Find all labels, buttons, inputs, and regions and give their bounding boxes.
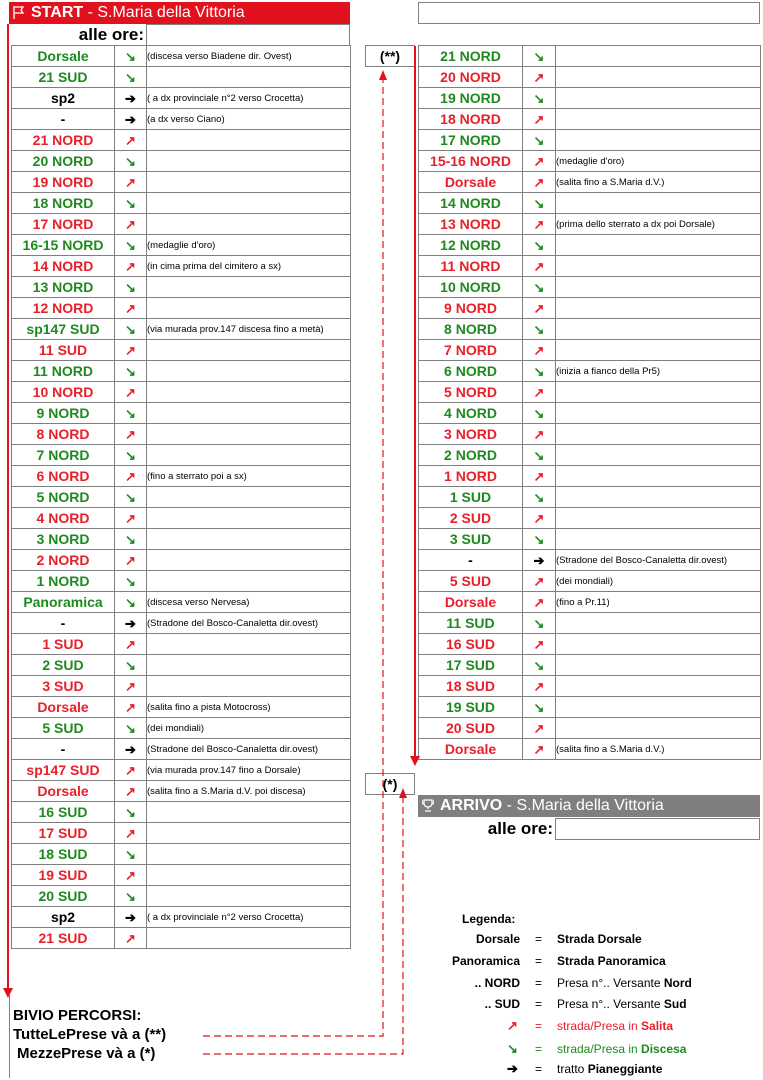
place-name: 21 SUD	[12, 67, 115, 88]
place-name: 12 NORD	[12, 298, 115, 319]
arrow-up-right-icon: ↗	[533, 175, 545, 190]
arrow-right-icon: ➔	[125, 742, 136, 757]
legend-arrow-right-icon: ➔	[507, 1061, 518, 1076]
marker-mezze-prese: (*)	[365, 773, 415, 795]
arrow-up-right-icon: ↗	[125, 469, 136, 484]
arrow-up-right-icon: ↗	[125, 763, 136, 778]
place-name: 21 SUD	[12, 928, 115, 949]
place-name: 18 NORD	[419, 109, 523, 130]
place-name: 21 NORD	[12, 130, 115, 151]
place-name: 7 NORD	[12, 445, 115, 466]
right-route-arrowhead	[410, 756, 420, 766]
start-place: S.Maria della Vittoria	[97, 4, 245, 21]
route-note: (discesa verso Biadene dir. Ovest)	[147, 46, 351, 67]
arrow-down-right-icon: ↘	[125, 322, 136, 337]
place-name: 20 SUD	[419, 718, 523, 739]
start-label: START	[31, 4, 84, 21]
arrow-up-right-icon: ↗	[125, 343, 136, 358]
arrow-up-right-icon: ↗	[125, 637, 136, 652]
place-name: Dorsale	[12, 46, 115, 67]
arrow-up-right-icon: ↗	[125, 175, 136, 190]
arrow-down-right-icon: ↘	[125, 49, 136, 64]
arrow-up-right-icon: ↗	[125, 931, 136, 946]
place-name: 14 NORD	[419, 193, 523, 214]
arrow-up-right-icon: ↗	[533, 112, 545, 127]
arrow-down-right-icon: ↘	[533, 196, 545, 211]
arrow-up-right-icon: ↗	[125, 784, 136, 799]
arrow-down-right-icon: ↘	[533, 532, 545, 547]
place-name: 2 SUD	[419, 508, 523, 529]
route-note: (dei mondiali)	[147, 718, 351, 739]
legend-sud-value: Presa n°.. Versante Sud	[557, 997, 687, 1011]
arrow-up-right-icon: ↗	[125, 301, 136, 316]
place-name: Panoramica	[12, 592, 115, 613]
route-note: (salita fino a S.Maria d.V.)	[556, 739, 761, 760]
legend-dorsale-value: Strada Dorsale	[557, 932, 642, 946]
legend-eq: =	[535, 1062, 543, 1076]
place-name: 9 NORD	[419, 298, 523, 319]
arrow-down-right-icon: ↘	[533, 280, 545, 295]
route-note: (fino a sterrato poi a sx)	[147, 466, 351, 487]
place-name: -	[419, 550, 523, 571]
legend-sud-key: .. SUD	[484, 997, 520, 1011]
place-name: 16 SUD	[419, 634, 523, 655]
arrow-up-right-icon: ↗	[533, 70, 545, 85]
arrow-down-right-icon: ↘	[533, 658, 545, 673]
route-note: (inizia a fianco della Pr5)	[556, 361, 761, 382]
arrow-down-right-icon: ↘	[533, 238, 545, 253]
place-name: 2 SUD	[12, 655, 115, 676]
arrow-down-right-icon: ↘	[125, 154, 136, 169]
place-name: 3 NORD	[12, 529, 115, 550]
arrow-up-right-icon: ↗	[533, 427, 545, 442]
dashed-line-all	[203, 80, 383, 1036]
legend-dorsale-key: Dorsale	[475, 932, 520, 946]
arrow-down-right-icon: ↘	[533, 700, 545, 715]
place-name: 1 NORD	[419, 466, 523, 487]
place-name: 20 NORD	[12, 151, 115, 172]
arrow-down-right-icon: ↘	[533, 406, 545, 421]
arrow-right-icon: ➔	[533, 553, 545, 568]
legend-arrow-up-right-icon: ↗	[507, 1018, 518, 1033]
legend-eq: =	[535, 954, 543, 968]
place-name: Dorsale	[12, 781, 115, 802]
arrow-down-right-icon: ↘	[125, 805, 136, 820]
arrow-up-right-icon: ↗	[533, 679, 545, 694]
place-name: 6 NORD	[12, 466, 115, 487]
place-name: 21 NORD	[419, 46, 523, 67]
place-name: 18 SUD	[419, 676, 523, 697]
place-name: 16 SUD	[12, 802, 115, 823]
legend-eq: =	[535, 997, 543, 1011]
arrow-up-right-icon: ↗	[125, 385, 136, 400]
route-note: (a dx verso Ciano)	[147, 109, 351, 130]
arrow-down-right-icon: ↘	[125, 658, 136, 673]
route-note: ( a dx provinciale n°2 verso Crocetta)	[147, 907, 351, 928]
route-note: (medaglie d'oro)	[556, 151, 761, 172]
start-header: START - S.Maria della Vittoria	[9, 2, 350, 24]
place-name: 3 SUD	[12, 676, 115, 697]
arrow-up-right-icon: ↗	[125, 511, 136, 526]
place-name: 4 NORD	[12, 508, 115, 529]
place-name: 18 SUD	[12, 844, 115, 865]
place-name: 19 NORD	[12, 172, 115, 193]
legend-discesa-value: strada/Presa in Discesa	[557, 1042, 687, 1056]
place-name: 1 SUD	[419, 487, 523, 508]
place-name: 11 NORD	[419, 256, 523, 277]
place-name: 11 SUD	[419, 613, 523, 634]
arrow-down-right-icon: ↘	[125, 364, 136, 379]
arrow-down-right-icon: ↘	[125, 532, 136, 547]
bivio-title: BIVIO PERCORSI:	[13, 1007, 142, 1024]
place-name: 12 NORD	[419, 235, 523, 256]
arrow-up-right-icon: ↗	[533, 385, 545, 400]
arrow-up-right-icon: ↗	[533, 301, 545, 316]
arrow-down-right-icon: ↘	[533, 133, 545, 148]
legend-salita-value: strada/Presa in Salita	[557, 1019, 674, 1033]
route-note: (discesa verso Nervesa)	[147, 592, 351, 613]
route-note: (salita fino a S.Maria d.V. poi discesa)	[147, 781, 351, 802]
place-name: 7 NORD	[419, 340, 523, 361]
legend-nord-value: Presa n°.. Versante Nord	[557, 976, 692, 990]
arrow-up-right-icon: ↗	[125, 217, 136, 232]
arrow-up-right-icon: ↗	[125, 679, 136, 694]
arrow-up-right-icon: ↗	[533, 637, 545, 652]
arrow-up-right-icon: ↗	[125, 700, 136, 715]
place-name: 20 NORD	[419, 67, 523, 88]
place-name: 19 NORD	[419, 88, 523, 109]
arrow-right-icon: ➔	[125, 112, 136, 127]
place-name: 17 NORD	[12, 214, 115, 235]
arrow-down-right-icon: ↘	[125, 490, 136, 505]
place-name: sp147 SUD	[12, 760, 115, 781]
arrow-down-right-icon: ↘	[533, 616, 545, 631]
arrow-down-right-icon: ↘	[125, 574, 136, 589]
arrow-down-right-icon: ↘	[125, 280, 136, 295]
arrow-up-right-icon: ↗	[533, 217, 545, 232]
arrow-up-right-icon: ↗	[125, 868, 136, 883]
place-name: Dorsale	[419, 739, 523, 760]
arrow-down-right-icon: ↘	[125, 70, 136, 85]
place-name: 11 SUD	[12, 340, 115, 361]
route-note: (dei mondiali)	[556, 571, 761, 592]
place-name: -	[12, 739, 115, 760]
legend-title: Legenda:	[462, 912, 516, 926]
place-name: 2 NORD	[419, 445, 523, 466]
legend-pianeggiante-value: tratto Pianeggiante	[557, 1062, 663, 1076]
place-name: sp2	[12, 88, 115, 109]
dashed-arrowhead-half	[399, 788, 407, 798]
route-note: (Stradone del Bosco-Canaletta dir.ovest)	[147, 739, 351, 760]
place-name: 2 NORD	[12, 550, 115, 571]
place-name: 20 SUD	[12, 886, 115, 907]
legend-eq: =	[535, 1042, 543, 1056]
arrow-up-right-icon: ↗	[533, 742, 545, 757]
place-name: 1 NORD	[12, 571, 115, 592]
route-note: (Stradone del Bosco-Canaletta dir.ovest)	[556, 550, 761, 571]
route-note: (fino a Pr.11)	[556, 592, 761, 613]
legend-nord-key: .. NORD	[474, 976, 520, 990]
arrow-down-right-icon: ↘	[533, 91, 545, 106]
place-name: 17 NORD	[419, 130, 523, 151]
arrow-up-right-icon: ↗	[125, 826, 136, 841]
arrow-down-right-icon: ↘	[533, 490, 545, 505]
arrow-up-right-icon: ↗	[533, 511, 545, 526]
place-name: 19 SUD	[12, 865, 115, 886]
place-name: 5 SUD	[419, 571, 523, 592]
dashed-arrowhead-all	[379, 70, 387, 80]
place-name: 17 SUD	[419, 655, 523, 676]
route-note: (prima dello sterrato a dx poi Dorsale)	[556, 214, 761, 235]
arrow-right-icon: ➔	[125, 91, 136, 106]
place-name: 8 NORD	[419, 319, 523, 340]
place-name: -	[12, 613, 115, 634]
arrow-down-right-icon: ↘	[125, 889, 136, 904]
place-name: 13 NORD	[419, 214, 523, 235]
arrow-up-right-icon: ↗	[125, 553, 136, 568]
place-name: sp2	[12, 907, 115, 928]
arrow-right-icon: ➔	[125, 910, 136, 925]
bivio-mezze-prese: MezzePrese và a (*)	[17, 1045, 156, 1062]
arrow-up-right-icon: ↗	[533, 574, 545, 589]
legend-eq: =	[535, 976, 543, 990]
arrow-down-right-icon: ↘	[533, 448, 545, 463]
place-name: 8 NORD	[12, 424, 115, 445]
place-name: 16-15 NORD	[12, 235, 115, 256]
legend-eq: =	[535, 932, 543, 946]
arrow-down-right-icon: ↘	[125, 448, 136, 463]
arrow-down-right-icon: ↘	[125, 595, 136, 610]
marker-all-prese: (**)	[365, 45, 415, 67]
place-name: 6 NORD	[419, 361, 523, 382]
route-note: (via murada prov.147 discesa fino a metà)	[147, 319, 351, 340]
place-name: 18 NORD	[12, 193, 115, 214]
route-note: (medaglie d'oro)	[147, 235, 351, 256]
place-name: 4 NORD	[419, 403, 523, 424]
place-name: 5 NORD	[419, 382, 523, 403]
arrow-up-right-icon: ↗	[533, 721, 545, 736]
arrow-up-right-icon: ↗	[533, 154, 545, 169]
place-name: 9 NORD	[12, 403, 115, 424]
place-name: 5 SUD	[12, 718, 115, 739]
place-name: Dorsale	[12, 697, 115, 718]
route-note: (in cima prima del cimitero a sx)	[147, 256, 351, 277]
arrow-right-icon: ➔	[125, 616, 136, 631]
legend-panoramica-value: Strada Panoramica	[557, 954, 666, 968]
place-name: 13 NORD	[12, 277, 115, 298]
place-name: 10 NORD	[419, 277, 523, 298]
arrow-up-right-icon: ↗	[533, 259, 545, 274]
arrow-up-right-icon: ↗	[125, 427, 136, 442]
arrow-down-right-icon: ↘	[125, 196, 136, 211]
arrow-down-right-icon: ↘	[125, 406, 136, 421]
arrow-up-right-icon: ↗	[125, 259, 136, 274]
arrivo-label: ARRIVO	[440, 797, 503, 814]
route-note: (Stradone del Bosco-Canaletta dir.ovest)	[147, 613, 351, 634]
arrow-down-right-icon: ↘	[125, 721, 136, 736]
place-name: 19 SUD	[419, 697, 523, 718]
start-time-label: alle ore:	[78, 25, 144, 44]
place-name: 14 NORD	[12, 256, 115, 277]
place-name: -	[12, 109, 115, 130]
arrow-down-right-icon: ↘	[125, 238, 136, 253]
arrow-down-right-icon: ↘	[533, 364, 545, 379]
route-note: (via murada prov.147 fino a Dorsale)	[147, 760, 351, 781]
arrow-down-right-icon: ↘	[533, 322, 545, 337]
route-note: (salita fino a pista Motocross)	[147, 697, 351, 718]
arrow-up-right-icon: ↗	[533, 469, 545, 484]
arrivo-time-label: alle ore:	[487, 819, 553, 838]
legend-panoramica-key: Panoramica	[451, 954, 520, 968]
place-name: 10 NORD	[12, 382, 115, 403]
arrivo-header: ARRIVO - S.Maria della Vittoria	[418, 795, 760, 817]
route-note: ( a dx provinciale n°2 verso Crocetta)	[147, 88, 351, 109]
place-name: 3 SUD	[419, 529, 523, 550]
place-name: Dorsale	[419, 172, 523, 193]
arrivo-place: S.Maria della Vittoria	[516, 797, 664, 814]
legend-eq: =	[535, 1019, 543, 1033]
place-name: 5 NORD	[12, 487, 115, 508]
place-name: sp147 SUD	[12, 319, 115, 340]
place-name: 1 SUD	[12, 634, 115, 655]
arrow-up-right-icon: ↗	[533, 595, 545, 610]
arrow-down-right-icon: ↘	[533, 49, 545, 64]
arrow-up-right-icon: ↗	[125, 133, 136, 148]
place-name: Dorsale	[419, 592, 523, 613]
place-name: 3 NORD	[419, 424, 523, 445]
route-note: (salita fino a S.Maria d.V.)	[556, 172, 761, 193]
place-name: 17 SUD	[12, 823, 115, 844]
arrow-up-right-icon: ↗	[533, 343, 545, 358]
bivio-all-prese: TutteLePrese và a (**)	[13, 1026, 167, 1043]
legend-arrow-down-right-icon: ↘	[507, 1041, 518, 1056]
arrow-down-right-icon: ↘	[125, 847, 136, 862]
place-name: 11 NORD	[12, 361, 115, 382]
place-name: 15-16 NORD	[419, 151, 523, 172]
